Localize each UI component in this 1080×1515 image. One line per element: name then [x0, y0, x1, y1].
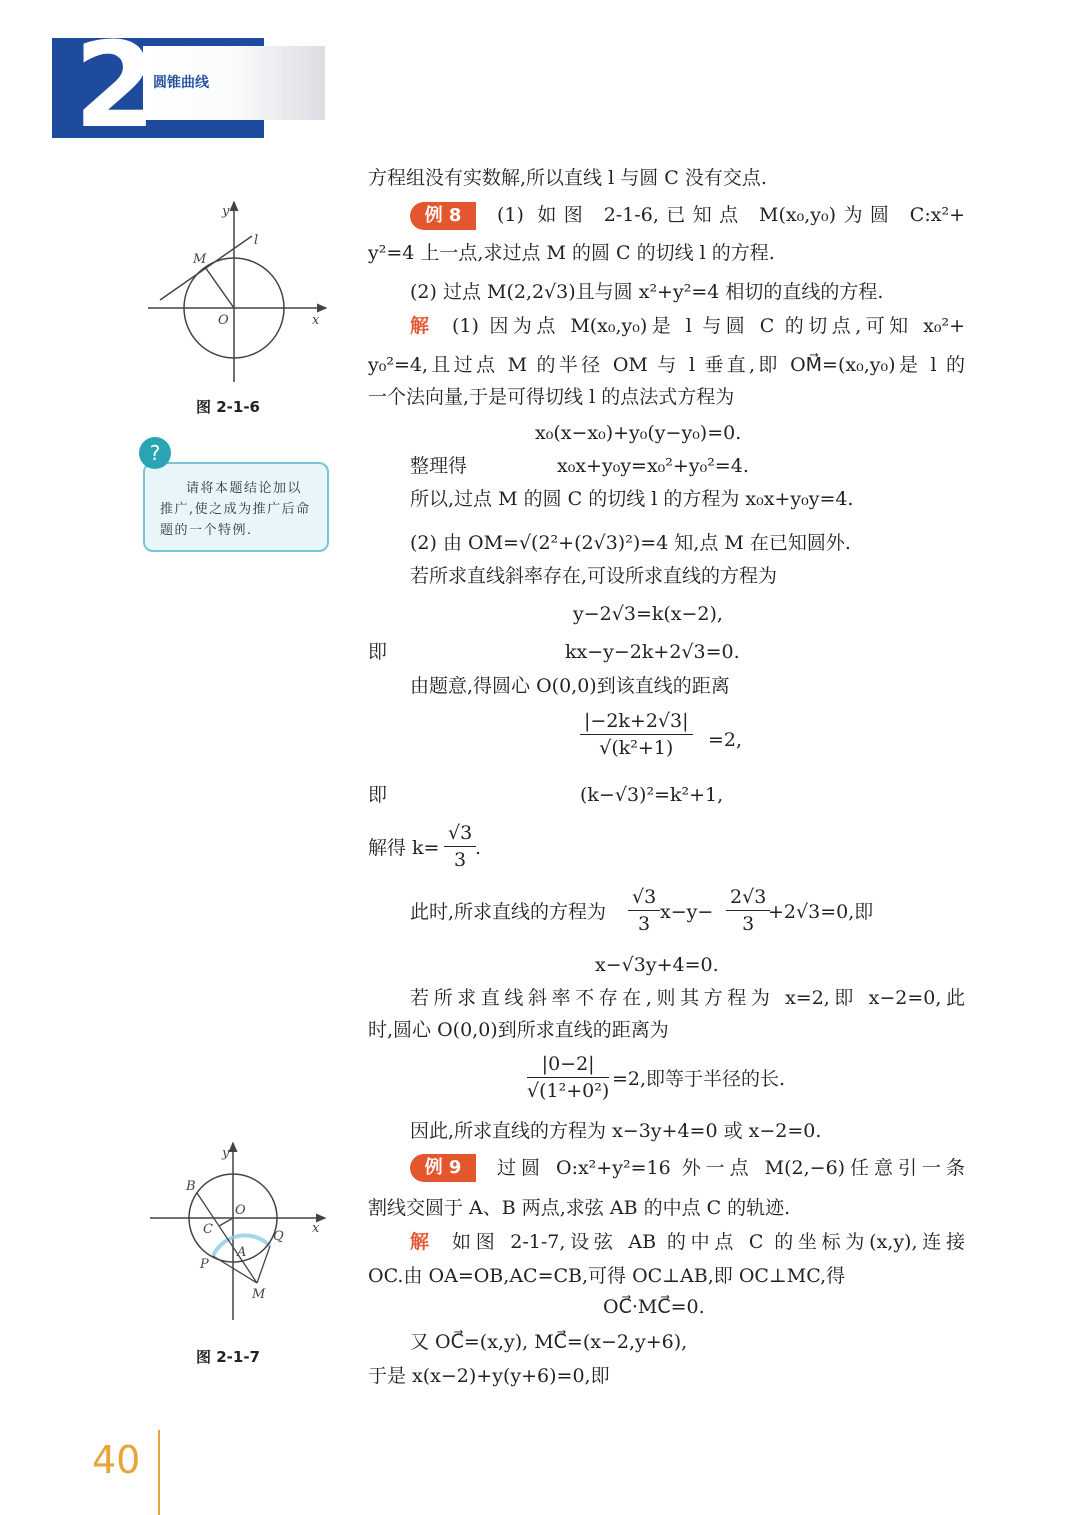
label-Q: Q [273, 1229, 284, 1244]
page-number-divider [158, 1430, 160, 1515]
numerator: √3 [444, 820, 476, 847]
text-line: (2) 过点 M(2,2√3)且与圆 x²+y²=4 相切的直线的方程. [410, 281, 884, 303]
text-line: 若所求直线斜率存在,可设所求直线的方程为 [410, 565, 778, 587]
numerator: |−2k+2√3| [580, 708, 693, 735]
label-x: x [312, 313, 320, 328]
label-l: l [254, 233, 259, 248]
text-line: 因此,所求直线的方程为 x−3y+4=0 或 x−2=0. [410, 1120, 822, 1142]
tangent-MQ [257, 1246, 270, 1283]
text-line: . [475, 837, 482, 859]
numerator: √3 [628, 884, 660, 911]
page-number: 40 [92, 1438, 141, 1482]
numerator: 2√3 [726, 884, 770, 911]
text-line: (1) 如图 2-1-6,已知点 M(x₀,y₀)为圆 C:x²+ [497, 204, 965, 226]
label-O: O [235, 1203, 246, 1218]
text-line: 过圆 O:x²+y²=16 外一点 M(2,−6)任意引一条 [497, 1157, 965, 1179]
solution-label: 解 [410, 1231, 430, 1253]
label-M: M [193, 252, 207, 267]
figure-2-1-6 [140, 195, 340, 390]
label-P: P [200, 1257, 209, 1272]
text-line: (2) 由 OM=√(2²+(2√3)²)=4 知,点 M 在已知圆外. [410, 532, 851, 554]
label-y: y [222, 1146, 230, 1161]
denominator: √(k²+1) [599, 737, 674, 759]
equation: x−√3y+4=0. [595, 954, 719, 976]
chapter-title: 圆锥曲线 [153, 75, 209, 91]
figure-caption: 图 2-1-7 [196, 1348, 260, 1366]
denominator: √(1²+0²) [527, 1080, 610, 1102]
question-icon: ? [139, 437, 171, 469]
numerator: |0−2| [527, 1051, 609, 1078]
text-line: 由题意,得圆心 O(0,0)到该直线的距离 [410, 675, 730, 697]
text-line: 即 [368, 641, 388, 663]
denominator: 3 [638, 913, 651, 935]
text-line: 又 OC⃗=(x,y), MC⃗=(x−2,y+6), [410, 1331, 688, 1353]
text-line: 整理得 [410, 455, 468, 477]
example-8-badge: 例 8 [410, 202, 476, 230]
text-line: OC.由 OA=OB,AC=CB,可得 OC⊥AB,即 OC⊥MC,得 [368, 1265, 846, 1287]
callout-text: 请将本题结论加以推广,使之成为推广后命题的一个特例. [160, 481, 311, 538]
text-line: 如图 2-1-7,设弦 AB 的中点 C 的坐标为(x,y),连接 [452, 1231, 965, 1253]
fraction [527, 1051, 609, 1104]
fraction [580, 708, 693, 761]
text-line: 方程组没有实数解,所以直线 l 与圆 C 没有交点. [368, 167, 767, 189]
equation: x₀x+y₀y=x₀²+y₀²=4. [557, 455, 749, 477]
equation: (k−√3)²=k²+1, [580, 784, 724, 806]
label-A: A [237, 1245, 247, 1260]
text-line: 即 [368, 784, 388, 806]
equation: x−y− [660, 901, 714, 923]
equation: =2, [708, 729, 743, 751]
text-line: (1) 因为点 M(x₀,y₀)是 l 与圆 C 的切点,可知 x₀²+ [452, 315, 965, 337]
text-line: 解得 k= [368, 837, 440, 859]
radius-OM [205, 267, 234, 308]
equation: +2√3=0,即 [768, 901, 874, 923]
denominator: 3 [454, 849, 467, 871]
label-y: y [222, 204, 230, 219]
solution-label: 解 [410, 315, 430, 337]
label-O: O [218, 313, 229, 328]
text-line: 一个法向量,于是可得切线 l 的点法式方程为 [368, 386, 735, 408]
text-line: 所以,过点 M 的圆 C 的切线 l 的方程为 x₀x+y₀y=4. [410, 488, 854, 510]
equation: OC⃗·MC⃗=0. [603, 1296, 705, 1318]
equation: =2,即等于半径的长. [612, 1068, 786, 1090]
fraction [628, 884, 660, 937]
fraction [444, 820, 476, 873]
figure-2-1-7 [140, 1135, 340, 1330]
equation: kx−y−2k+2√3=0. [565, 641, 740, 663]
segment-OC [219, 1218, 233, 1226]
text-line: 割线交圆于 A、B 两点,求弦 AB 的中点 C 的轨迹. [368, 1197, 791, 1219]
example-9-badge: 例 9 [410, 1154, 476, 1182]
equation: y−2√3=k(x−2), [573, 603, 723, 625]
fraction [726, 884, 770, 937]
text-line: 此时,所求直线的方程为 [410, 901, 607, 923]
tangent-line-l [160, 236, 252, 300]
tangent-MP [213, 1256, 257, 1283]
denominator: 3 [742, 913, 755, 935]
text-line: 若所求直线斜率不存在,则其方程为 x=2,即 x−2=0,此 [410, 987, 965, 1009]
label-x: x [312, 1221, 320, 1236]
text-line: 于是 x(x−2)+y(y+6)=0,即 [368, 1365, 610, 1387]
label-B: B [186, 1179, 196, 1194]
text-line: y²=4 上一点,求过点 M 的圆 C 的切线 l 的方程. [368, 242, 775, 264]
label-C: C [203, 1222, 213, 1237]
figure-caption: 图 2-1-6 [196, 398, 260, 416]
equation: x₀(x−x₀)+y₀(y−y₀)=0. [535, 422, 742, 444]
text-line: y₀²=4,且过点 M 的半径 OM 与 l 垂直,即 OM⃗=(x₀,y₀)是 l 的 [368, 354, 965, 376]
chapter-number: 2 [74, 16, 157, 154]
text-line: 时,圆心 O(0,0)到所求直线的距离为 [368, 1019, 669, 1041]
label-M: M [252, 1287, 266, 1302]
